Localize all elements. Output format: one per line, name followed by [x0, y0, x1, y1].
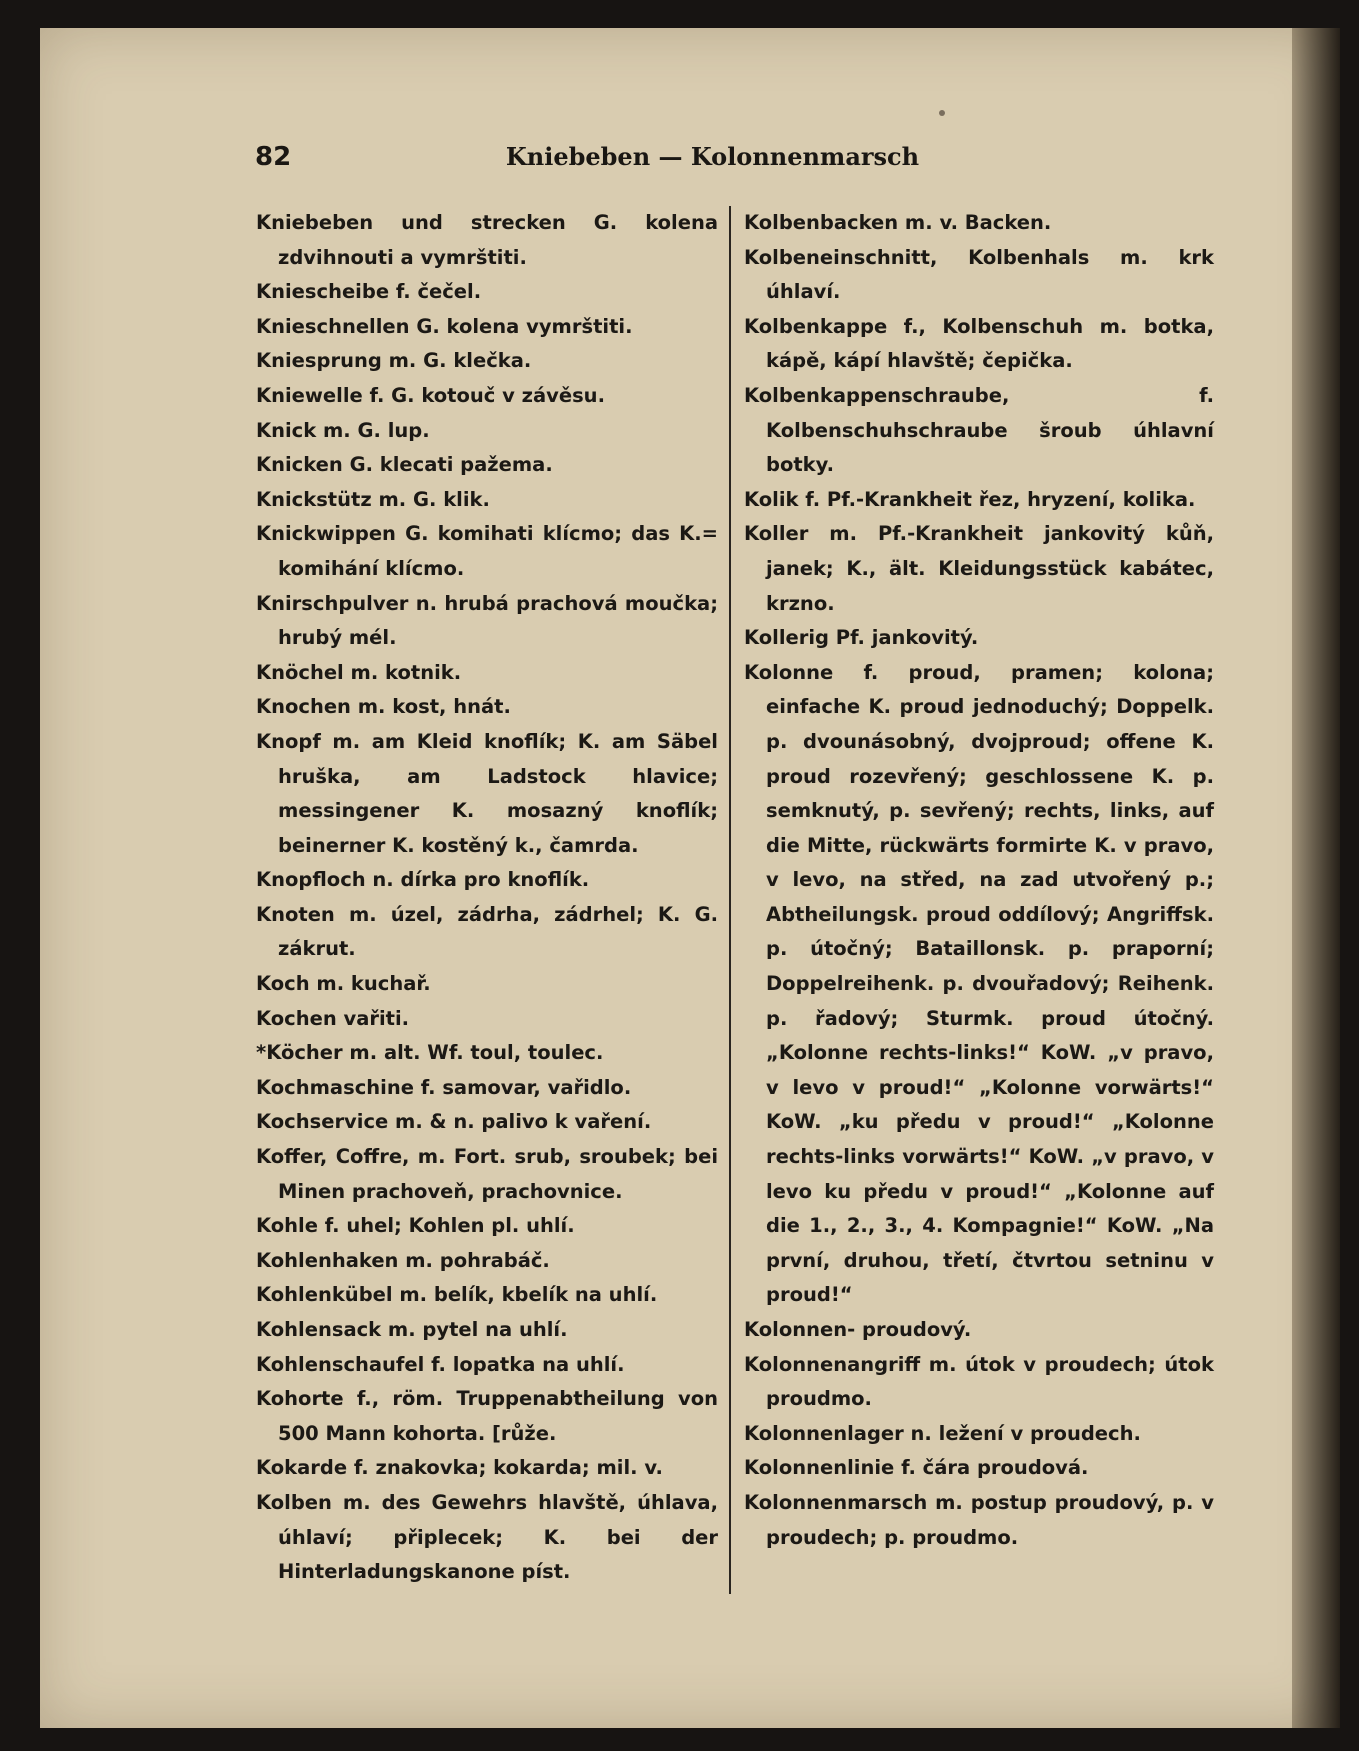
dictionary-entry: Kolonnenangriff m. útok v proudech; útok proudmo.	[744, 1352, 1214, 1411]
dictionary-entry: Knieschnellen G. kolena vymrštiti.	[256, 314, 633, 338]
dictionary-entry: Koller m. Pf.-Krankheit jankovitý kůň, janek; K., ält. Kleidungsstück kabátec, krzno.	[744, 522, 1214, 615]
page-number: 82	[255, 142, 292, 172]
dictionary-entry: Koffer, Coffre, m. Fort. srub, sroubek; bei Minen prachoveň, prachovnice.	[256, 1145, 718, 1203]
dictionary-entry: Kolben m. des Gewehrs hlavště, úhlava, úhlaví; připlecek; K. bei der Hinterladungskanone píst.	[256, 1490, 718, 1584]
running-head: Kniebeben — Kolonnenmarsch	[505, 142, 920, 171]
dictionary-entry: Kochen vařiti.	[256, 1006, 410, 1030]
dictionary-entry: Kolbenkappenschraube, f. Kolbenschuhschraube šroub úhlavní botky.	[744, 383, 1214, 477]
dictionary-entry: Kolik f. Pf.-Krankheit řez, hryzení, kolika.	[744, 487, 1196, 511]
left-column	[256, 206, 718, 1590]
dictionary-entry: Knirschpulver n. hrubá prachová moučka; hrubý mél.	[256, 591, 718, 650]
dictionary-entry: Kokarde f. znakovka; kokarda; mil. v.	[256, 1456, 663, 1480]
dictionary-entry: Kollerig Pf. jankovitý.	[744, 626, 979, 650]
dictionary-entry: Kolbenkappe f., Kolbenschuh m. botka, kápě, kápí hlavště; čepička.	[744, 314, 1214, 373]
dictionary-entry: Kolonnenlager n. ležení v proudech.	[744, 1421, 1141, 1445]
dictionary-entry: Knicken G. klecati pažema.	[256, 453, 553, 477]
dictionary-entry: Kochmaschine f. samovar, vařidlo.	[256, 1075, 632, 1099]
dictionary-entry: Kochservice m. & n. palivo k vaření.	[256, 1110, 652, 1134]
dictionary-entry: Knöchel m. kotnik.	[256, 660, 462, 684]
dictionary-entry: Kolonnen- proudový.	[744, 1318, 972, 1341]
dictionary-entry: Knopfloch n. dírka pro knoflík.	[256, 868, 590, 892]
book-edge-shadow	[1292, 28, 1340, 1728]
dictionary-entry: Kohlensack m. pytel na uhlí.	[256, 1318, 568, 1341]
dictionary-entry: Kohorte f., röm. Truppenabtheilung von 500 Mann kohorta. [růže.	[256, 1387, 718, 1445]
ink-speck	[939, 110, 945, 116]
dictionary-entry: Knochen m. kost, hnát.	[256, 695, 511, 719]
dictionary-entry: Koch m. kuchař.	[256, 972, 431, 996]
dictionary-entry: Kniewelle f. G. kotouč v závěsu.	[256, 383, 605, 407]
dictionary-entry: Kohlenschaufel f. lopatka na uhlí.	[256, 1352, 625, 1376]
dictionary-entry: Knickwippen G. komihati klícmo; das K.= komihání klícmo.	[256, 522, 718, 580]
dictionary-entry: *Köcher m. alt. Wf. toul, toulec.	[256, 1041, 604, 1065]
dictionary-entry: Kolonne f. proud, pramen; kolona; einfache K. proud jednoduchý; Doppelk. p. dvounásobný, dvojproud; offene K. proud rozevřený; geschlossene K. p. semknutý, p. sevřený; rechts, links, auf die Mitte, rückwärts formirte K. v pravo, v levo, na střed, na zad utvořený p.; Abtheilungsk. proud oddílový; Angriffsk. p. útočný; Bataillonsk. p. praporní; Doppelreihenk. p. dvouřadový; Reihenk. p. řadový; Sturmk. proud útočný. „Kolonne rechts-links!“ KoW. „v pravo, v levo v proud!“ „Kolonne vorwärts!“ KoW. „ku předu v proud!“ „Kolonne rechts-links vorwärts!“ KoW. „v pravo, v levo ku předu v proud!“ „Kolonne auf die 1., 2., 3., 4. Kompagnie!“ KoW. „Na první, druhou, třetí, čtvrtou setninu v proud!“	[744, 660, 1214, 1307]
right-column	[744, 206, 1214, 1555]
dictionary-entry: Kolonnenmarsch m. postup proudový, p. v proudech; p. proudmo.	[744, 1490, 1214, 1549]
dictionary-entry: Knick m. G. lup.	[256, 418, 430, 442]
dictionary-entry: Kniescheibe f. čečel.	[256, 280, 482, 304]
dictionary-entry: Kniesprung m. G. klečka.	[256, 349, 532, 373]
column-divider	[729, 206, 731, 1594]
dictionary-entry: Knickstütz m. G. klik.	[256, 487, 490, 511]
dictionary-entry: Kolonnenlinie f. čára proudová.	[744, 1456, 1089, 1480]
dictionary-entry: Kolbeneinschnitt, Kolbenhals m. krk úhlaví.	[744, 245, 1214, 304]
dictionary-entry: Kohlenkübel m. belík, kbelík na uhlí.	[256, 1283, 658, 1307]
dictionary-entry: Kolbenbacken m. v. Backen.	[744, 211, 1052, 234]
dictionary-entry: Knoten m. úzel, zádrha, zádrhel; K. G. zákrut.	[256, 902, 718, 961]
dictionary-entry: Knopf m. am Kleid knoflík; K. am Säbel hruška, am Ladstock hlavice; messingener K. mosazný knoflík; beinerner K. kostěný k., čamrda.	[256, 729, 718, 857]
page-header	[255, 142, 1170, 182]
dictionary-entry: Kohle f. uhel; Kohlen pl. uhlí.	[256, 1214, 575, 1238]
dictionary-entry: Kohlenhaken m. pohrabáč.	[256, 1248, 550, 1272]
dictionary-entry: Kniebeben und strecken G. kolena zdvihnouti a vymrštiti.	[256, 211, 718, 269]
